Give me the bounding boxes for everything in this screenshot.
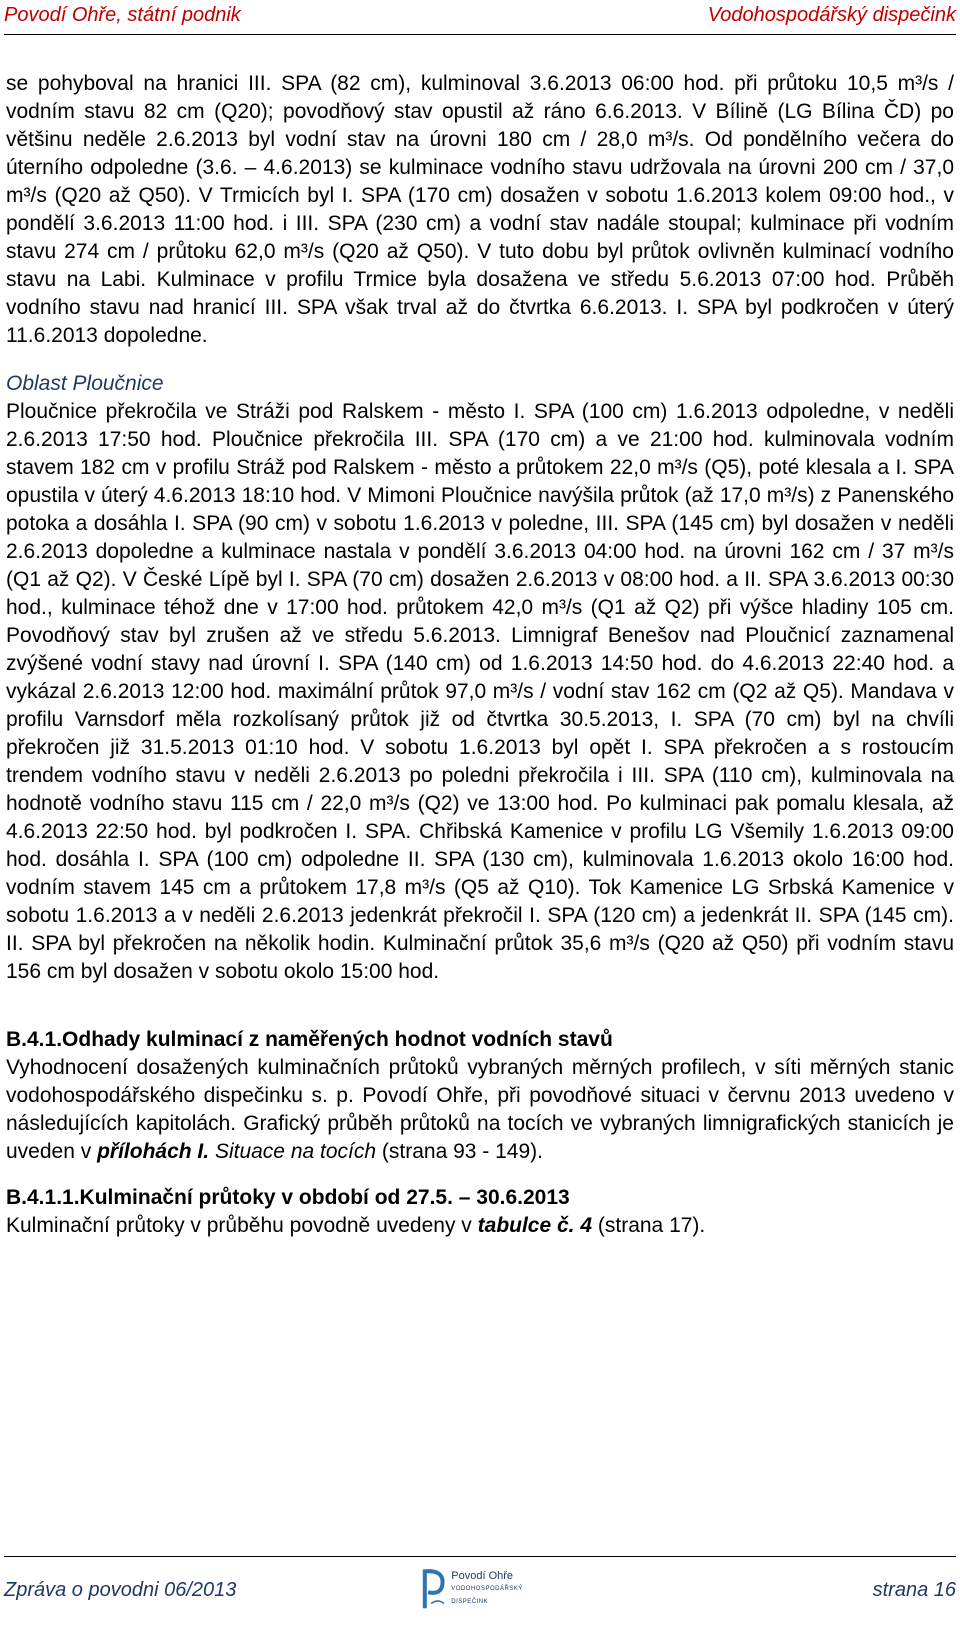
header-right: Vodohospodářský dispečink <box>707 3 956 26</box>
header-left: Povodí Ohře, státní podnik <box>4 3 241 26</box>
annex-reference: přílohách I. <box>97 1140 210 1163</box>
paragraph-ploucnice: Ploučnice překročila ve Stráži pod Ralskem - město I. SPA (100 cm) 1.6.2013 odpoledne, v neděli 2.6.2013 17:50 hod. Ploučnice překročila III. SPA (170 cm) a ve 21:00 hod. kulminovala vodním stavem 182 cm v profilu Stráž pod Ralskem - město a průtokem 22,0 m³/s (Q5), poté klesala a I. SPA opustila v úterý 4.6.2013 18:10 hod. V Mimoni Ploučnice navýšila průtok (až 17,0 m³/s) z Panenského potoka a dosáhla I. SPA (90 cm) v sobotu 1.6.2013 v poledne, III. SPA (145 cm) byl dosažen v neděli 2.6.2013 dopoledne a kulminace nastala v pondělí 3.6.2013 04:00 hod. na úrovni 162 cm / 37 m³/s (Q1 až Q2). V České Lípě byl I. SPA (70 cm) dosažen 2.6.2013 v 08:00 hod. a II. SPA 3.6.2013 00:30 hod., kulminace téhož dne v 17:00 hod. průtokem 42,0 m³/s (Q1 až Q2) při výšce hladiny 105 cm. Povodňový stav byl zrušen až ve středu 5.6.2013. Limnigraf Benešov nad Ploučnicí zaznamenal zvýšené vodní stavy nad úrovní I. SPA (140 cm) od 1.6.2013 14:50 hod. do 4.6.2013 22:40 hod. a vykázal 2.6.2013 12:00 hod. maximální průtok 97,0 m³/s / vodní stav 162 cm (Q2 až Q5). Mandava v profilu Varnsdorf měla rozkolísaný průtok již od čtvrtka 30.5.2013, I. SPA (70 cm) byl na chvíli překročen již 31.5.2013 01:10 hod. V sobotu 1.6.2013 byl opět I. SPA překročen a s rostoucím trendem vodního stavu v neděli 2.6.2013 po poledni překročila i III. SPA (110 cm), kulminovala na hodnotě vodního stavu 115 cm / 22,0 m³/s (Q2) ve 13:00 hod. Po kulminaci pak pomalu klesala, až 4.6.2013 22:50 hod. byl podkročen I. SPA. Chřibská Kamenice v profilu LG Všemily 1.6.2013 09:00 hod. dosáhla I. SPA (100 cm) odpoledne II. SPA (130 cm), kulminovala 1.6.2013 okolo 16:00 hod. vodním stavem 145 cm a průtokem 17,8 m³/s (Q5 až Q10). Tok Kamenice LG Srbská Kamenice v sobotu 1.6.2013 a v neděli 2.6.2013 jedenkrát překročil I. SPA (120 cm) a jedenkrát II. SPA (145 cm). II. SPA byl překročen na několik hodin. Kulminační průtok 35,6 m³/s (Q20 až Q50) při vodním stavu 156 cm byl dosažen v sobotu okolo 15:00 hod. <box>6 400 954 983</box>
logo-text: Povodí Ohře <box>451 1569 514 1582</box>
logo-text-block <box>451 1570 540 1609</box>
footer-left: Zpráva o povodni 06/2013 <box>4 1578 237 1601</box>
document-body <box>6 70 954 1240</box>
paragraph-trmice: se pohyboval na hranici III. SPA (82 cm), kulminoval 3.6.2013 06:00 hod. při průtoku 10,5 m³/s / vodním stavu 82 cm (Q20); povodňový stav opustil až ráno 6.6.2013. V Bílině (LG Bílina ČD) po většinu neděle 2.6.2013 byl vodní stav na úrovni 180 cm / 28,0 m³/s. Od pondělního večera do úterního odpoledne (3.6. – 4.6.2013) se kulminace vodního stavu udržovala na úrovni 200 cm / 37,0 m³/s (Q20 až Q50). V Trmicích byl I. SPA (170 cm) dosažen v sobotu 1.6.2013 kolem 09:00 hod., v pondělí 3.6.2013 11:00 hod. i III. SPA (230 cm) a vodní stav nadále stoupal; kulminace při vodním stavu 274 cm / průtoku 62,0 m³/s (Q20 až Q50). V tuto dobu byl průtok ovlivněn kulminací vodního stavu na Labi. Kulminace v profilu Trmice byla dosažena ve středu 5.6.2013 07:00 hod. Průběh vodního stavu nad hranicí III. SPA však trval až do čtvrtka 6.6.2013. I. SPA byl podkročen v úterý 11.6.2013 dopoledne. <box>6 72 954 347</box>
footer-right: strana 16 <box>872 1578 956 1601</box>
logo-mark-icon <box>420 1561 447 1617</box>
paragraph-evaluation-text: Vyhodnocení dosažených kulminačních průtoků vybraných měrných profilech, v síti měrných stanic vodohospodářského dispečinku s. p. Povodí Ohře, při povodňové situaci v červnu 2013 uvedeno v následujících kapitolách. Grafický průběh průtoků na tocích ve vybraných limnigrafických stanicích je uveden v <box>6 1056 954 1163</box>
table-reference: tabulce č. 4 <box>477 1214 593 1237</box>
heading-b41: B.4.1.Odhady kulminací z naměřených hodnot vodních stavů <box>6 1028 613 1051</box>
table-ref-text: Kulminační průtoky v průběhu povodně uvedeny v <box>6 1214 478 1237</box>
header-divider <box>4 34 956 35</box>
povodi-ohre-logo <box>420 1556 540 1622</box>
table-page: (strana 17). <box>597 1214 706 1237</box>
annex-title: Situace na tocích <box>214 1140 377 1163</box>
page-range: (strana 93 - 149). <box>381 1140 543 1163</box>
page-header <box>0 0 960 30</box>
logo-subtext: VODOHOSPODÁŘSKÝ DISPEČINK <box>451 1585 523 1605</box>
heading-b411: B.4.1.1.Kulminační průtoky v období od 27.5. – 30.6.2013 <box>6 1186 570 1209</box>
paragraph-evaluation <box>6 1054 954 1166</box>
section-title: Oblast Ploučnice <box>6 372 164 395</box>
paragraph-table-ref <box>6 1212 954 1240</box>
